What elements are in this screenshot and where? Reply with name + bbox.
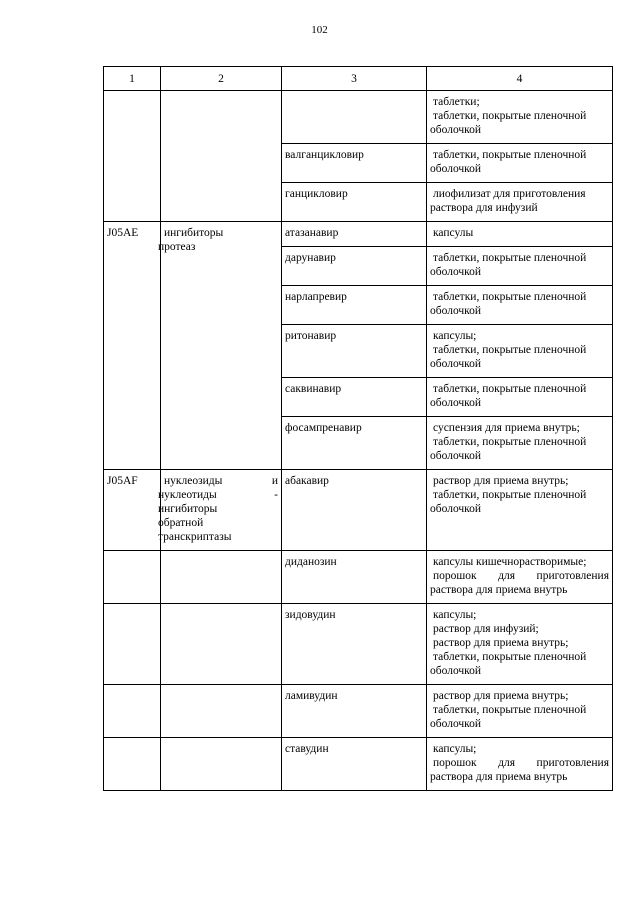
table-row bbox=[104, 551, 613, 604]
group-name-cell bbox=[161, 551, 282, 604]
atc-code-cell: J05AF bbox=[104, 470, 161, 551]
dosage-form-cell: лиофилизат для приготовления раствора для инфузий bbox=[427, 183, 613, 222]
atc-code-cell bbox=[104, 738, 161, 791]
dosage-form-cell: таблетки; таблетки, покрытые пленочной оболочкой bbox=[427, 91, 613, 144]
group-name-cell bbox=[161, 604, 282, 685]
group-name-cell bbox=[161, 738, 282, 791]
table-row bbox=[104, 685, 613, 738]
drug-table bbox=[103, 66, 613, 791]
drug-name-cell bbox=[282, 91, 427, 144]
dosage-form-cell: капсулы; раствор для инфузий; раствор для приема внутрь; таблетки, покрытые пленочной оболочкой bbox=[427, 604, 613, 685]
drug-name-cell: ламивудин bbox=[282, 685, 427, 738]
dosage-form-cell: таблетки, покрытые пленочной оболочкой bbox=[427, 247, 613, 286]
atc-code-cell bbox=[104, 685, 161, 738]
table-header-row bbox=[104, 67, 613, 91]
group-name-cell: ингибиторы протеаз bbox=[161, 222, 282, 470]
header-cell-3: 3 bbox=[282, 67, 427, 91]
dosage-form-cell: капсулы; таблетки, покрытые пленочной оболочкой bbox=[427, 325, 613, 378]
drug-name-cell: ритонавир bbox=[282, 325, 427, 378]
dosage-form-cell: капсулы кишечнорастворимые; порошок для приготовления раствора для приема внутрь bbox=[427, 551, 613, 604]
dosage-form-cell: таблетки, покрытые пленочной оболочкой bbox=[427, 378, 613, 417]
atc-code-cell bbox=[104, 604, 161, 685]
drug-name-cell: саквинавир bbox=[282, 378, 427, 417]
dosage-form-cell: раствор для приема внутрь; таблетки, покрытые пленочной оболочкой bbox=[427, 685, 613, 738]
dosage-form-cell: таблетки, покрытые пленочной оболочкой bbox=[427, 286, 613, 325]
table-row bbox=[104, 604, 613, 685]
header-cell-4: 4 bbox=[427, 67, 613, 91]
table-row bbox=[104, 91, 613, 144]
dosage-form-cell: капсулы bbox=[427, 222, 613, 247]
group-name-cell: нуклеозиды и нуклеотиды - ингибиторы обратной транскриптазы bbox=[161, 470, 282, 551]
atc-code-cell bbox=[104, 91, 161, 222]
atc-code-cell bbox=[104, 551, 161, 604]
drug-name-cell: ставудин bbox=[282, 738, 427, 791]
drug-name-cell: фосампренавир bbox=[282, 417, 427, 470]
drug-name-cell: дарунавир bbox=[282, 247, 427, 286]
group-name-cell bbox=[161, 685, 282, 738]
header-cell-2: 2 bbox=[161, 67, 282, 91]
page-number: 102 bbox=[311, 24, 328, 36]
table-row bbox=[104, 222, 613, 247]
dosage-form-cell: капсулы; порошок для приготовления раствора для приема внутрь bbox=[427, 738, 613, 791]
dosage-form-cell: таблетки, покрытые пленочной оболочкой bbox=[427, 144, 613, 183]
drug-name-cell: валганцикловир bbox=[282, 144, 427, 183]
header-cell-1: 1 bbox=[104, 67, 161, 91]
dosage-form-cell: суспензия для приема внутрь; таблетки, покрытые пленочной оболочкой bbox=[427, 417, 613, 470]
dosage-form-cell: раствор для приема внутрь; таблетки, покрытые пленочной оболочкой bbox=[427, 470, 613, 551]
table-row bbox=[104, 470, 613, 551]
group-name-cell bbox=[161, 91, 282, 222]
drug-name-cell: нарлапревир bbox=[282, 286, 427, 325]
table-row bbox=[104, 738, 613, 791]
drug-name-cell: диданозин bbox=[282, 551, 427, 604]
drug-name-cell: абакавир bbox=[282, 470, 427, 551]
drug-name-cell: атазанавир bbox=[282, 222, 427, 247]
atc-code-cell: J05AE bbox=[104, 222, 161, 470]
drug-name-cell: ганцикловир bbox=[282, 183, 427, 222]
drug-name-cell: зидовудин bbox=[282, 604, 427, 685]
